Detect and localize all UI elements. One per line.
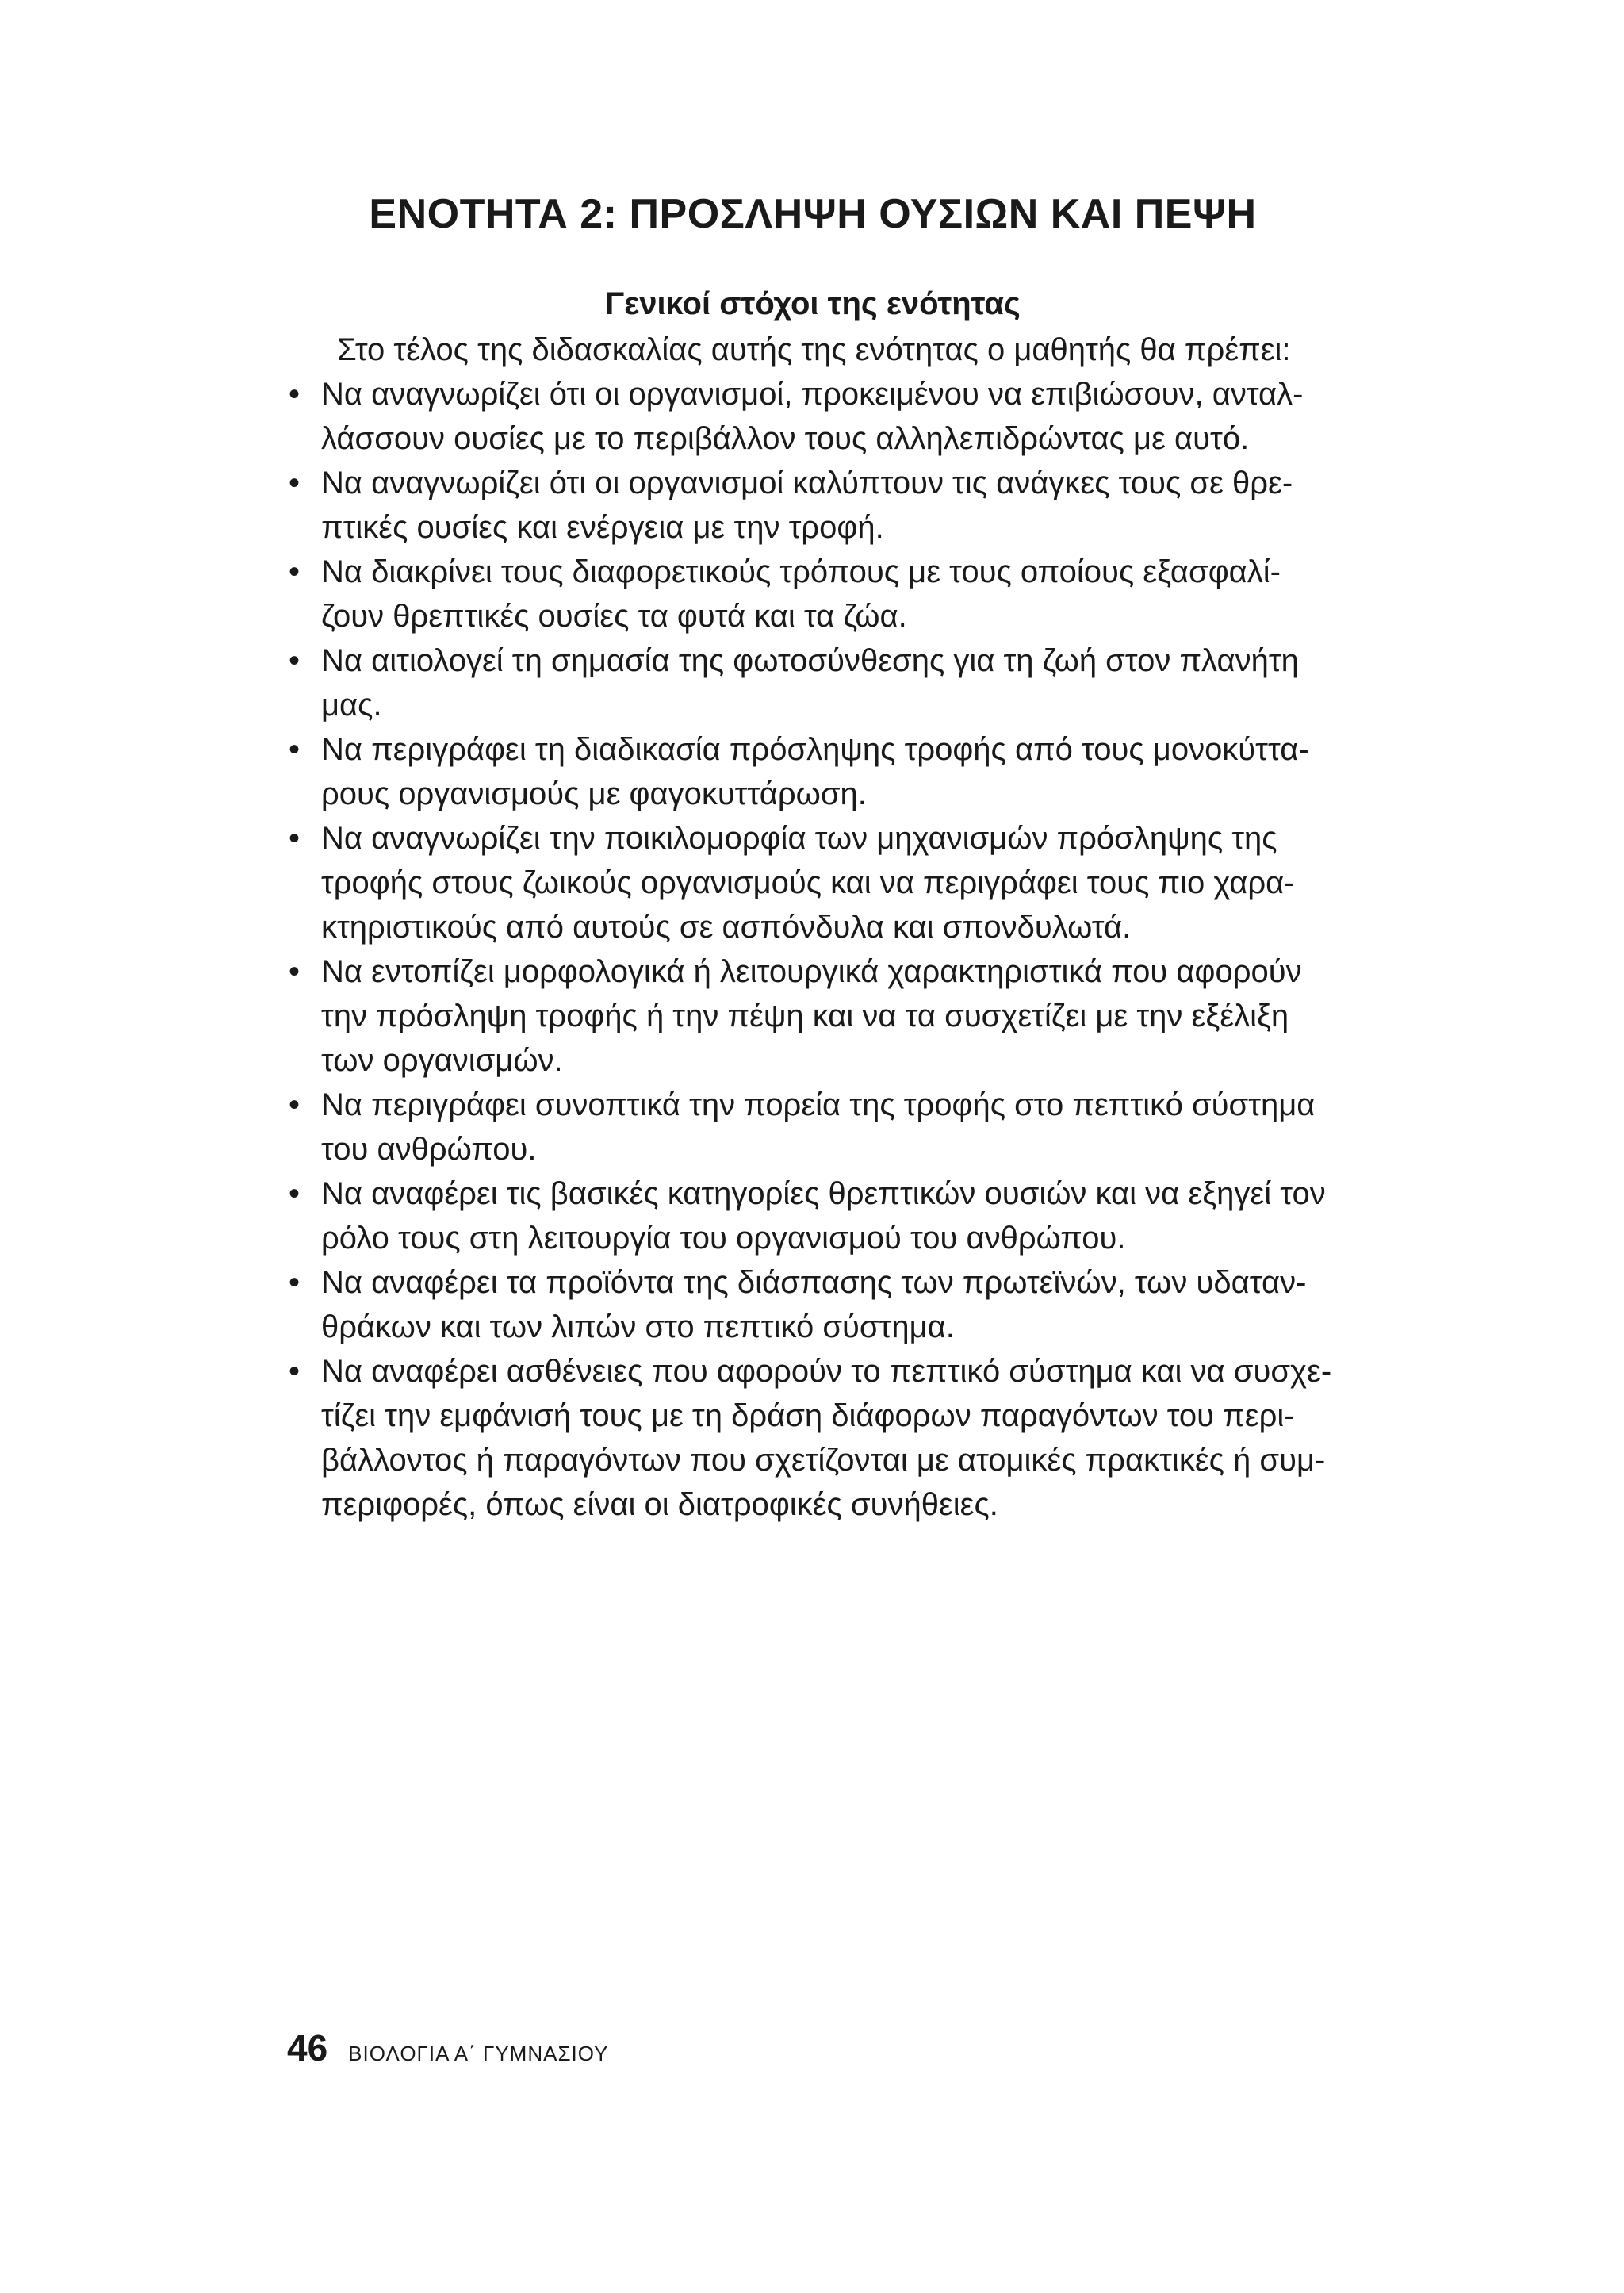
bullet-icon: • xyxy=(289,1265,301,1300)
bullet-icon: • xyxy=(289,732,301,767)
objective-line: του ανθρώπου. xyxy=(321,1132,537,1167)
objective-line: Να αναφέρει ασθένειες που αφορούν το πεπτικό σύστημα και να συσχε- xyxy=(321,1354,1332,1389)
objective-line: λάσσουν ουσίες με το περιβάλλον τους αλληλεπιδρώντας με αυτό. xyxy=(321,421,1250,456)
objective-line: Να αναφέρει τα προϊόντα της διάσπασης των πρωτεϊνών, των υδαταν- xyxy=(321,1265,1307,1300)
objective-line: την πρόσληψη τροφής ή την πέψη και να τα συσχετίζει με την εξέλιξη xyxy=(321,999,1289,1033)
objective-line: Να αναφέρει τις βασικές κατηγορίες θρεπτικών ουσιών και να εξηγεί τον xyxy=(321,1176,1326,1211)
chapter-title: ΕΝΟΤΗΤΑ 2: ΠΡΟΣΛΗΨΗ ΟΥΣΙΩΝ ΚΑΙ ΠΕΨΗ xyxy=(369,191,1257,237)
objective-line: των οργανισμών. xyxy=(321,1043,563,1078)
objective-line: ζουν θρεπτικές ουσίες τα φυτά και τα ζώα. xyxy=(321,599,907,634)
objective-line: ρους οργανισμούς με φαγοκυττάρωση. xyxy=(321,776,867,811)
objective-line: πτικές ουσίες και ενέργεια με την τροφή. xyxy=(321,510,884,545)
objective-item xyxy=(285,1171,1427,1260)
objective-line: θράκων και των λιπών στο πεπτικό σύστημα. xyxy=(321,1309,955,1344)
objective-line: Να αιτιολογεί τη σημασία της φωτοσύνθεσης για τη ζωή στον πλανήτη xyxy=(321,643,1299,678)
objective-item xyxy=(285,461,1427,550)
bullet-icon: • xyxy=(289,821,301,856)
objective-item xyxy=(285,550,1427,638)
objective-item xyxy=(285,372,1427,461)
running-title: ΒΙΟΛΟΓΙΑ Α΄ ΓΥΜΝΑΣΙΟΥ xyxy=(348,2042,609,2065)
bullet-icon: • xyxy=(289,1087,301,1122)
objective-item xyxy=(285,727,1427,816)
bullet-icon: • xyxy=(289,554,301,589)
objective-line: Να αναγνωρίζει ότι οι οργανισμοί καλύπτουν τις ανάγκες τους σε θρε- xyxy=(321,466,1293,500)
objective-line: Να αναγνωρίζει ότι οι οργανισμοί, προκειμένου να επιβιώσουν, ανταλ- xyxy=(321,377,1304,412)
page-footer xyxy=(287,2027,608,2074)
objective-line: Να αναγνωρίζει την ποικιλομορφία των μηχανισμών πρόσληψης της xyxy=(321,821,1277,856)
objective-line: Να εντοπίζει μορφολογικά ή λειτουργικά χαρακτηριστικά που αφορούν xyxy=(321,954,1302,989)
bullet-icon: • xyxy=(289,643,301,678)
bullet-icon: • xyxy=(289,466,301,500)
bullet-icon: • xyxy=(289,377,301,412)
page-number: 46 xyxy=(287,2027,328,2069)
objective-item xyxy=(285,816,1427,949)
objective-line: Να διακρίνει τους διαφορετικούς τρόπους με τους οποίους εξασφαλί- xyxy=(321,554,1281,589)
objective-line: Να περιγράφει τη διαδικασία πρόσληψης τροφής από τους μονοκύττα- xyxy=(321,732,1309,767)
objectives-list xyxy=(285,372,1427,1527)
objective-item xyxy=(285,1260,1427,1349)
objective-line: περιφορές, όπως είναι οι διατροφικές συνήθειες. xyxy=(321,1487,998,1522)
section-heading: Γενικοί στόχοι της ενότητας xyxy=(605,286,1021,321)
objective-item xyxy=(285,1083,1427,1171)
objective-line: βάλλοντος ή παραγόντων που σχετίζονται με ατομικές πρακτικές ή συμ- xyxy=(321,1443,1326,1478)
objective-line: μας. xyxy=(321,688,382,723)
objective-item xyxy=(285,1349,1427,1527)
objective-item xyxy=(285,949,1427,1083)
intro-text: Στο τέλος της διδασκαλίας αυτής της ενότητας ο μαθητής θα πρέπει: xyxy=(337,332,1291,367)
objective-item xyxy=(285,638,1427,727)
objective-line: τροφής στους ζωικούς οργανισμούς και να περιγράφει τους πιο χαρα- xyxy=(321,865,1295,900)
objective-line: κτηριστικούς από αυτούς σε ασπόνδυλα και σπονδυλωτά. xyxy=(321,910,1132,945)
bullet-icon: • xyxy=(289,954,301,989)
bullet-icon: • xyxy=(289,1354,301,1389)
bullet-icon: • xyxy=(289,1176,301,1211)
objective-line: ρόλο τους στη λειτουργία του οργανισμού του ανθρώπου. xyxy=(321,1221,1126,1256)
objective-line: τίζει την εμφάνισή τους με τη δράση διάφορων παραγόντων του περι- xyxy=(321,1398,1295,1433)
objective-line: Να περιγράφει συνοπτικά την πορεία της τροφής στο πεπτικό σύστημα xyxy=(321,1087,1316,1122)
